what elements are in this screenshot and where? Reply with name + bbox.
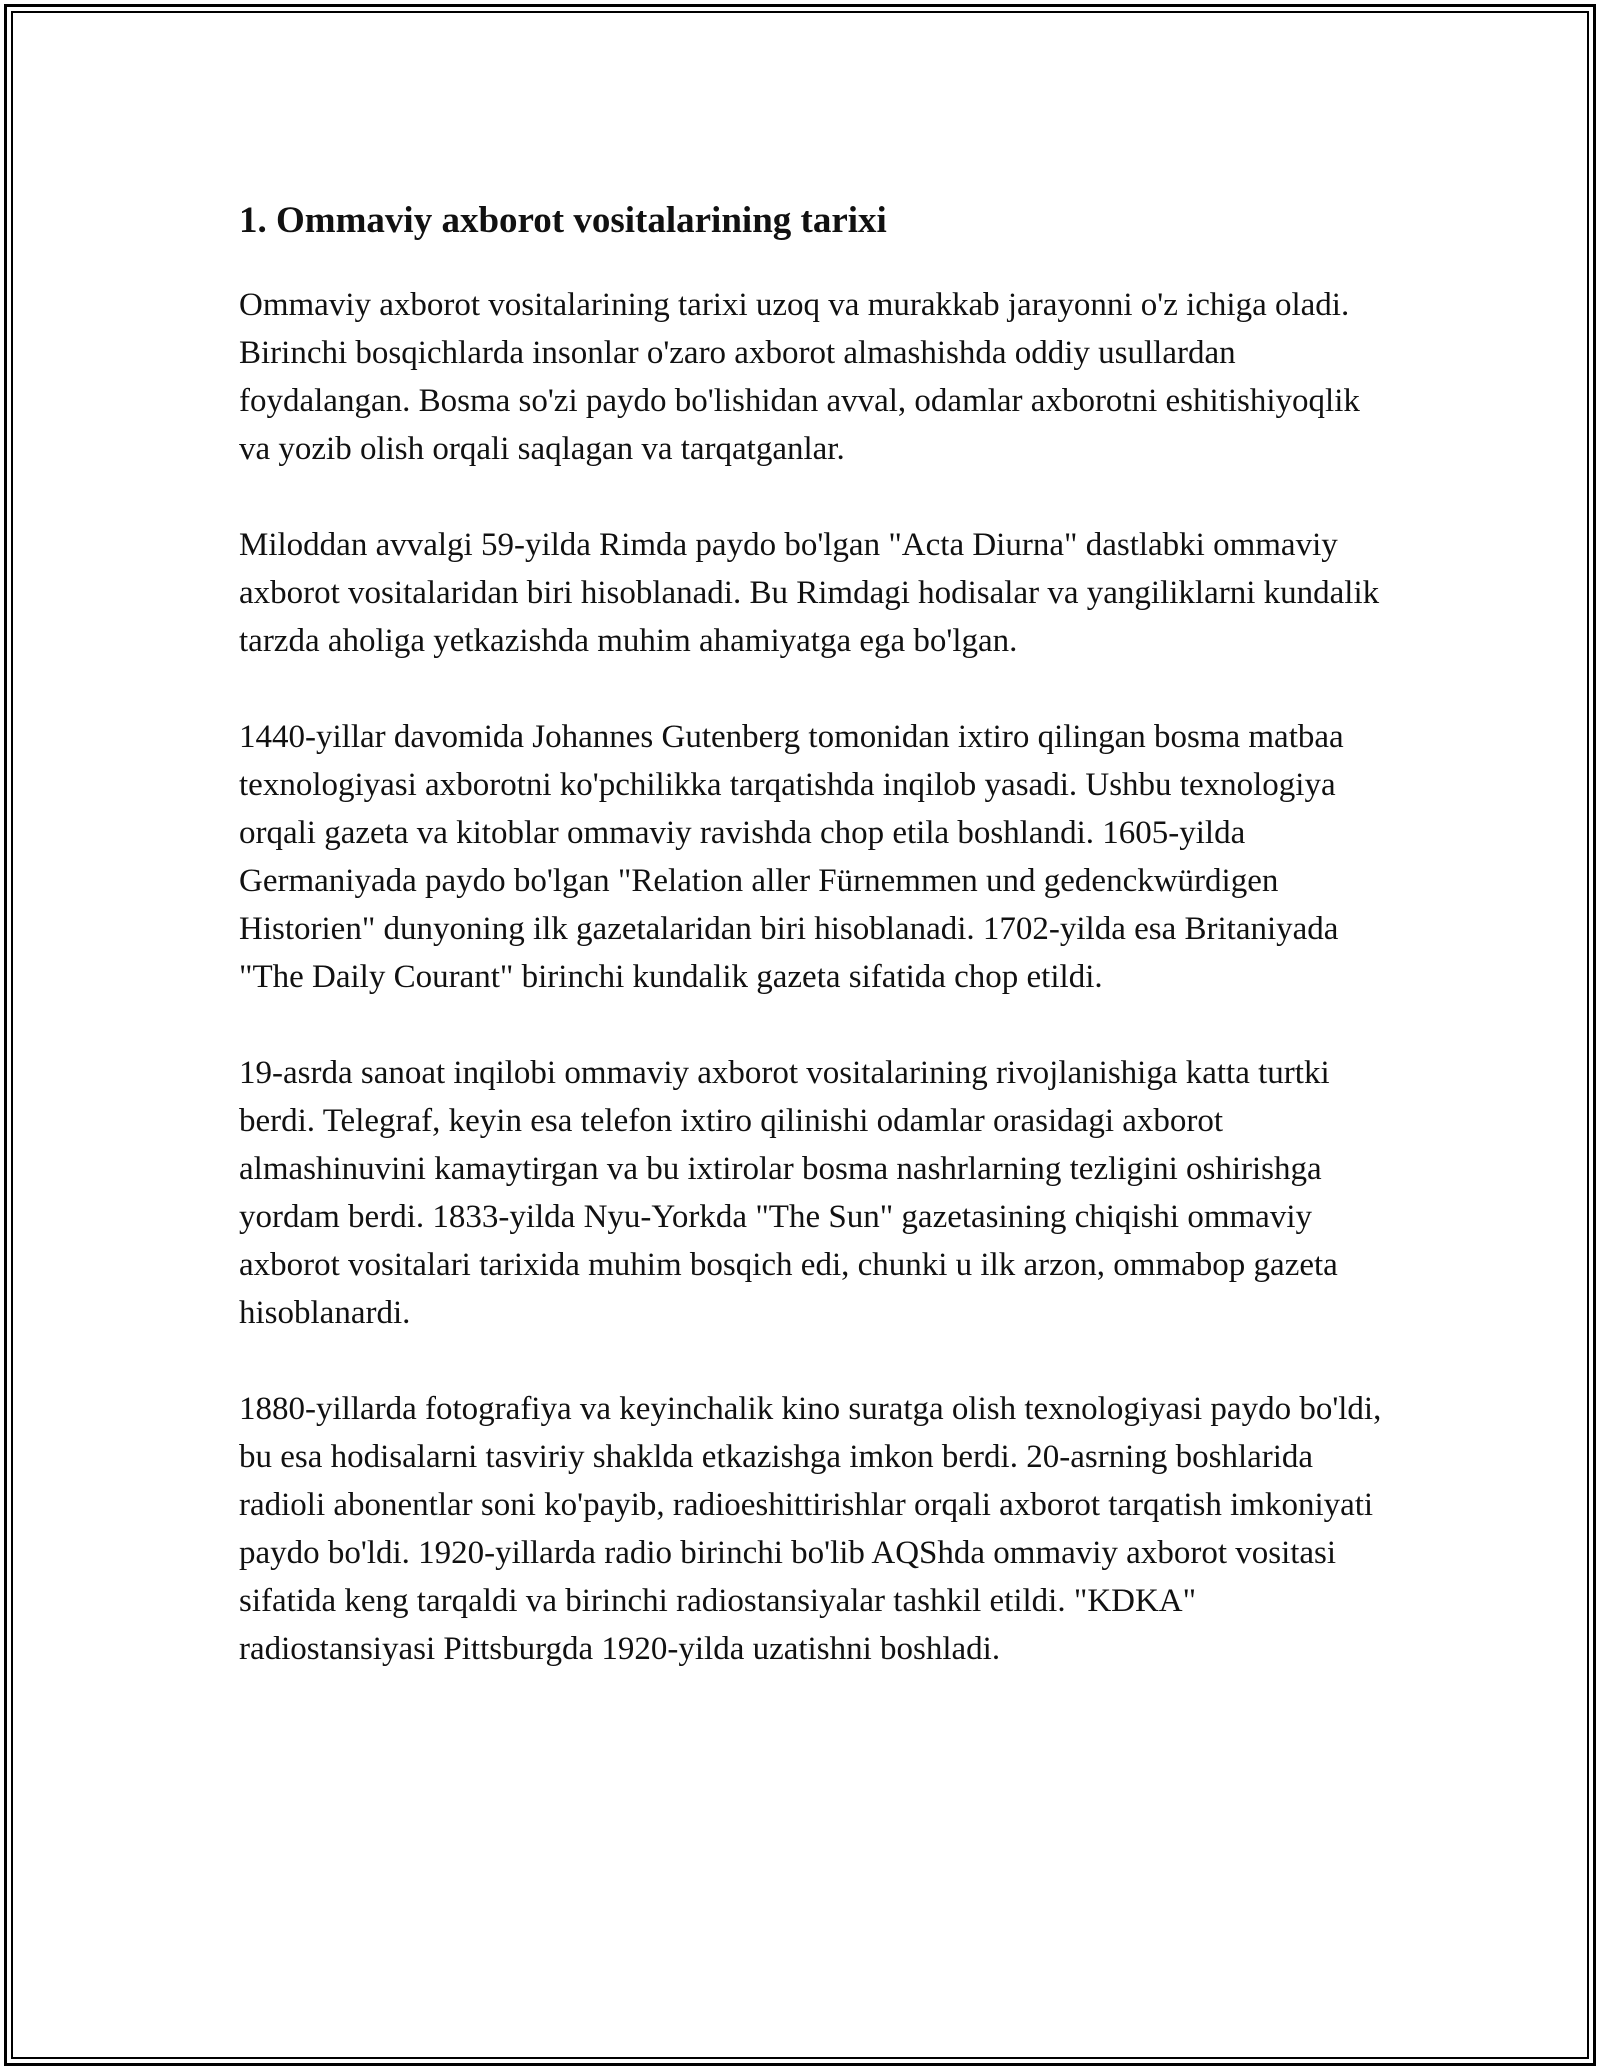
section-heading: 1. Ommaviy axborot vositalarining tarixi <box>239 200 887 241</box>
paragraph-2: Miloddan avvalgi 59-yilda Rimda paydo bo'lgan "Acta Diurna" dastlabki ommaviy axborot vositalaridan biri hisoblanadi. Bu Rimdagi hodisalar va yangiliklarni kundalik tarzda aholiga yetkazishda muhim ahamiyatga ega bo'lgan. <box>239 527 1380 659</box>
paragraph-3: 1440-yillar davomida Johannes Gutenberg tomonidan ixtiro qilingan bosma matbaa texnologiyasi axborotni ko'pchilikka tarqatishda inqilob yasadi. Ushbu texnologiya orqali gazeta va kitoblar ommaviy ravishda chop etila boshlandi. 1605-yilda Germaniyada paydo bo'lgan "Relation aller Fürnemmen und gedenckwürdigen Historien" dunyoning ilk gazetalaridan biri hisoblanadi. 1702-yilda esa Britaniyada "The Daily Courant" birinchi kundalik gazeta sifatida chop etildi. <box>239 719 1344 995</box>
paragraph-4: 19-asrda sanoat inqilobi ommaviy axborot vositalarining rivojlanishiga katta turtki berdi. Telegraf, keyin esa telefon ixtiro qilinishi odamlar orasidagi axborot almashinuvini kamaytirgan va bu ixtirolar bosma nashrlarning tezligini oshirishga yordam berdi. 1833-yilda Nyu-Yorkda "The Sun" gazetasining chiqishi ommaviy axborot vositalari tarixida muhim bosqich edi, chunki u ilk arzon, ommabop gazeta hisoblanardi. <box>239 1055 1338 1331</box>
paragraph-1: Ommaviy axborot vositalarining tarixi uzoq va murakkab jarayonni o'z ichiga oladi. Birinchi bosqichlarda insonlar o'zaro axborot almashishda oddiy usullardan foydalangan. Bosma so'zi paydo bo'lishidan avval, odamlar axborotni eshitishiyoqlik va yozib olish orqali saqlagan va tarqatganlar. <box>239 287 1360 467</box>
paragraph-5: 1880-yillarda fotografiya va keyinchalik kino suratga olish texnologiyasi paydo bo'ldi, bu esa hodisalarni tasviriy shaklda etkazishga imkon berdi. 20-asrning boshlarida radioli abonentlar soni ko'payib, radioeshittirishlar orqali axborot tarqatish imkoniyati paydo bo'ldi. 1920-yillarda radio birinchi bo'lib AQShda ommaviy axborot vositasi sifatida keng tarqaldi va birinchi radiostansiyalar tashkil etildi. "KDKA" radiostansiyasi Pittsburgda 1920-yilda uzatishni boshladi. <box>239 1391 1382 1667</box>
page-frame <box>4 4 1596 2066</box>
document-body <box>239 193 1389 1721</box>
